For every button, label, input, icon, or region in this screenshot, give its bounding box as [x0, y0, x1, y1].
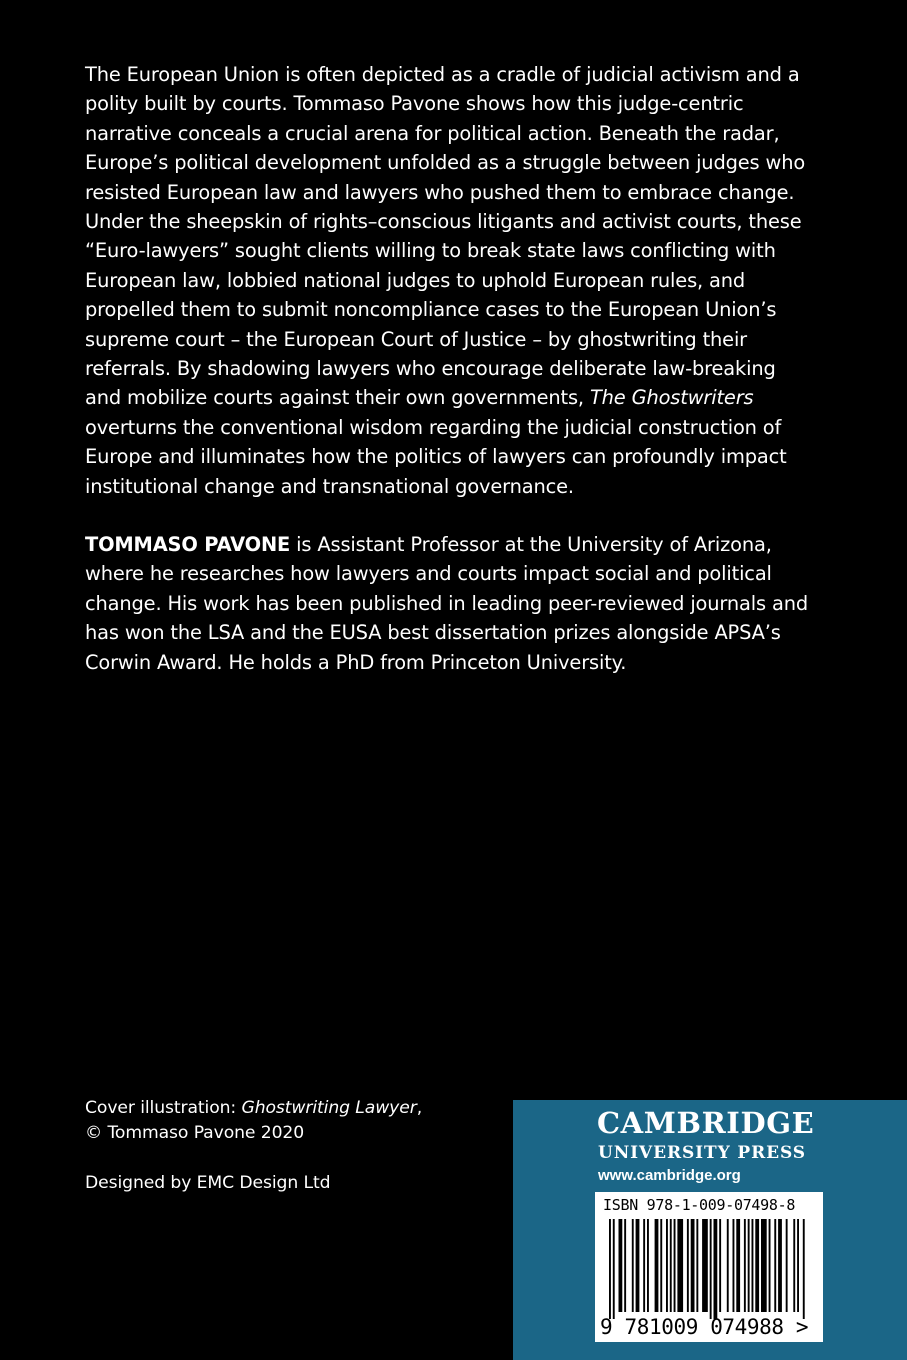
barcode-bar	[714, 1219, 718, 1319]
author-bio-text: is Assistant Professor at the University of Arizona, where he researches how lawyers and courts impact social and political change. His work has been published in leading peer-reviewed journals and has won the LSA and the EUSA best dissertation prizes alongside APSA’s Corwin Award. He holds a PhD from Princeton University.	[85, 533, 808, 674]
book-blurb	[85, 60, 815, 501]
publisher-logo-name: CAMBRIDGE	[597, 1106, 815, 1140]
barcode-bar	[687, 1219, 689, 1312]
barcode-bar	[670, 1219, 672, 1312]
barcode-bar	[733, 1219, 735, 1312]
book-title: The Ghostwriters	[589, 386, 754, 410]
barcode-bar	[769, 1219, 771, 1312]
barcode-bar	[624, 1219, 626, 1312]
barcode-bar	[643, 1219, 645, 1312]
barcode-bar	[748, 1219, 750, 1312]
barcode-bar	[752, 1219, 754, 1312]
barcode-bar	[710, 1219, 712, 1319]
illustration-copyright: © Tommaso Pavone 2020	[85, 1123, 305, 1143]
barcode-bar	[619, 1219, 623, 1312]
barcode-bar	[761, 1219, 767, 1312]
publisher-panel	[513, 1100, 907, 1360]
publisher-logo-subtitle: UNIVERSITY PRESS	[598, 1143, 806, 1163]
barcode-bar	[636, 1219, 640, 1312]
barcode-bar	[660, 1219, 662, 1312]
isbn-barcode	[595, 1192, 823, 1342]
isbn-label: ISBN 978-1-009-07498-8	[603, 1196, 796, 1214]
illustration-label: Cover illustration:	[85, 1098, 237, 1118]
barcode-bar	[786, 1219, 788, 1312]
illustration-title: Ghostwriting Lawyer	[241, 1098, 417, 1118]
publisher-url: www.cambridge.org	[598, 1167, 741, 1184]
barcode-bar	[774, 1219, 776, 1312]
barcode-bar	[609, 1219, 611, 1319]
barcode-bar	[677, 1219, 683, 1312]
barcode-bar	[647, 1219, 649, 1312]
barcode-bar	[691, 1219, 695, 1312]
barcode-bar	[666, 1219, 668, 1312]
barcode-bar	[744, 1219, 746, 1312]
barcode-bar	[613, 1219, 615, 1319]
barcode-bar	[696, 1219, 698, 1312]
barcode-bar	[797, 1219, 799, 1312]
designer-credit: Designed by EMC Design Ltd	[85, 1173, 331, 1193]
blurb-text: The European Union is often depicted as a cradle of judicial activism and a polity built by courts. Tommaso Pavone shows how this judge-centric narrative conceals a crucial arena for political action. Beneath the radar, Europe’s political development unfolded as a struggle between judges who resisted European law and lawyers who pushed them to embrace change. Under the sheepskin of rights–conscious litigants and activist courts, these “Euro-lawyers” sought clients willing to break state laws conflicting with European law, lobbied national judges to uphold European rules, and propelled them to submit noncompliance cases to the European Union’s supreme court – the European Court of Justice – by ghostwriting their referrals. By shadowing lawyers who encourage deliberate law-breaking and mobilize courts against their own governments,	[85, 63, 806, 410]
barcode-digits: 9 781009 074988 >	[600, 1315, 809, 1339]
blurb-text-end: overturns the conventional wisdom regarding the judicial construction of Europe and illuminates how the politics of lawyers can profoundly impact institutional change and transnational governance.	[85, 415, 787, 498]
author-name: TOMMASO PAVONE	[85, 533, 291, 556]
barcode-bar	[793, 1219, 795, 1312]
barcode-bar	[674, 1219, 676, 1312]
barcode-bar	[632, 1219, 634, 1312]
barcode-bar	[778, 1219, 782, 1312]
barcode-bar	[736, 1219, 740, 1312]
cover-credits	[85, 1096, 485, 1196]
illustration-credit: Cover illustration: Ghostwriting Lawyer,	[85, 1098, 423, 1118]
barcode-bar	[727, 1219, 729, 1312]
barcode-bar	[655, 1219, 659, 1312]
barcode-bar	[755, 1219, 759, 1312]
barcode-bar	[702, 1219, 708, 1312]
barcode-bar	[719, 1219, 721, 1312]
author-bio	[85, 530, 815, 677]
barcode-bar	[803, 1219, 805, 1319]
